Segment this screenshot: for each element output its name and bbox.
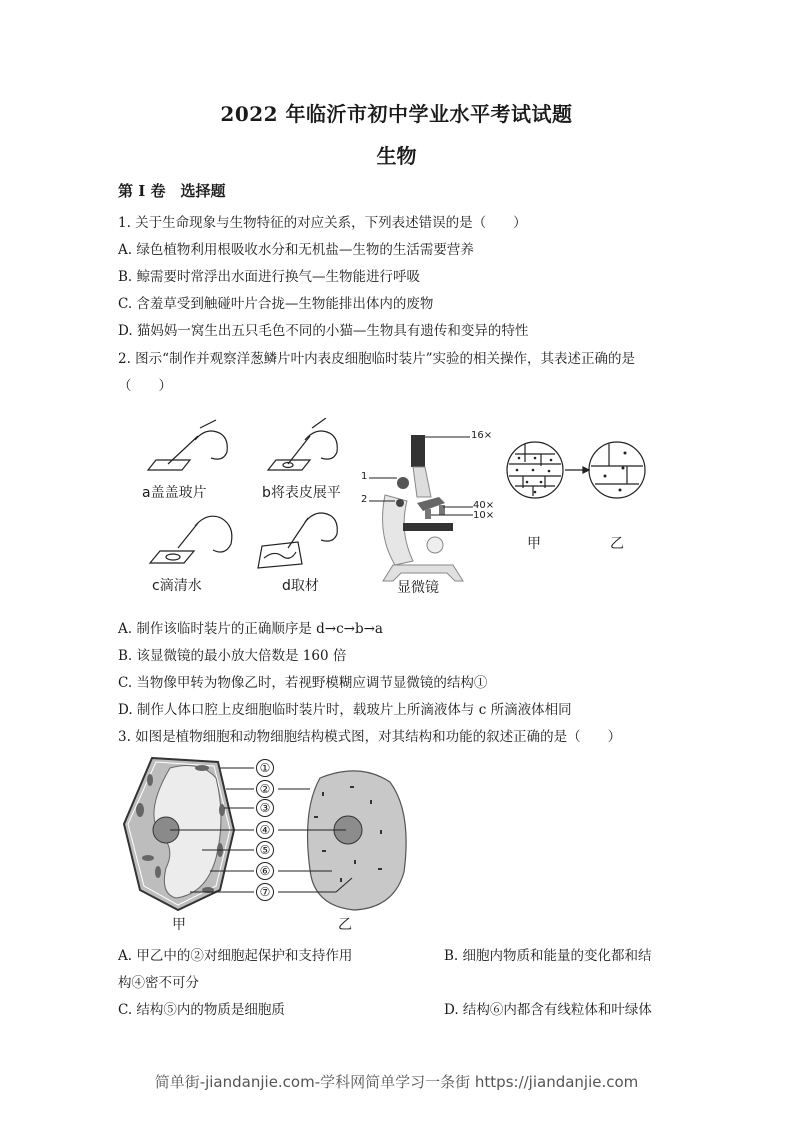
- view-jia-caption: 甲: [527, 536, 541, 552]
- question-2-option-b: B. 该显微镜的最小放大倍数是 160 倍: [118, 648, 347, 664]
- label-4: ④: [256, 821, 274, 839]
- footer-watermark: 简单街-jiandanjie.com-学科网简单学习一条街 https://jiandanjie.com: [154, 1073, 639, 1091]
- microscope-part-2: 2: [361, 494, 368, 505]
- question-3-option-d: D. 结构⑥内都含有线粒体和叶绿体: [444, 1002, 652, 1018]
- step-b-caption: b将表皮展平: [262, 485, 341, 501]
- cell-structure-figure: [110, 750, 430, 935]
- slide-preparation-figure: [140, 418, 370, 598]
- label-1: ①: [256, 759, 274, 777]
- step-d-caption: d取材: [282, 578, 319, 594]
- question-2-stem-cont: （ ）: [118, 378, 172, 394]
- microscope-part-1: 1: [361, 471, 368, 482]
- hand-tweezers-illustrations: [140, 418, 370, 598]
- step-a-caption: a盖盖玻片: [142, 485, 207, 501]
- label-7: ⑦: [256, 883, 274, 901]
- question-2-stem: 2. 图示“制作并观察洋葱鳞片叶内表皮细胞临时装片”实验的相关操作，其表述正确的是: [118, 351, 635, 367]
- question-3-option-a: A. 甲乙中的②对细胞起保护和支持作用: [118, 948, 353, 964]
- question-3-option-b-cont: 构④密不可分: [118, 975, 199, 991]
- animal-cell-caption: 乙: [338, 917, 352, 933]
- step-c-caption: c滴清水: [152, 578, 202, 594]
- label-2: ②: [256, 780, 274, 798]
- section-heading: 第 I 卷 选择题: [118, 182, 226, 200]
- cell-views-illustration: [505, 438, 655, 518]
- question-3-option-c: C. 结构⑤内的物质是细胞质: [118, 1002, 285, 1018]
- field-of-view-figure: [505, 438, 655, 552]
- label-5: ⑤: [256, 841, 274, 859]
- question-2-option-c: C. 当物像甲转为物像乙时，若视野模糊应调节显微镜的结构①: [118, 675, 488, 691]
- label-6: ⑥: [256, 862, 274, 880]
- question-2-option-d: D. 制作人体口腔上皮细胞临时装片时，载玻片上所滴液体与 c 所滴液体相同: [118, 702, 572, 718]
- view-yi-caption: 乙: [610, 536, 624, 552]
- objective-high-magnification: 40×: [473, 500, 495, 511]
- question-2-option-a: A. 制作该临时装片的正确顺序是 d→c→b→a: [118, 621, 383, 637]
- question-1-option-d: D. 猫妈妈一窝生出五只毛色不同的小猫—生物具有遗传和变异的特性: [118, 323, 529, 339]
- plant-cell-caption: 甲: [172, 917, 186, 933]
- question-1-option-c: C. 含羞草受到触碰叶片合拢—生物能排出体内的废物: [118, 296, 434, 312]
- microscope-figure: [355, 425, 505, 600]
- question-3-option-b: B. 细胞内物质和能量的变化都和结: [444, 948, 652, 964]
- objective-low-magnification: 10×: [473, 510, 495, 521]
- question-1-option-a: A. 绿色植物利用根吸收水分和无机盐—生物的生活需要营养: [118, 242, 474, 258]
- exam-title: 2022 年临沂市初中学业水平考试试题: [220, 102, 573, 126]
- label-3: ③: [256, 799, 274, 817]
- question-1-option-b: B. 鲸需要时常浮出水面进行换气—生物能进行呼吸: [118, 269, 421, 285]
- question-1-stem: 1. 关于生命现象与生物特征的对应关系，下列表述错误的是（ ）: [118, 215, 527, 231]
- eyepiece-magnification: 16×: [471, 430, 493, 441]
- question-3-stem: 3. 如图是植物细胞和动物细胞结构模式图，对其结构和功能的叙述正确的是（ ）: [118, 729, 622, 745]
- microscope-caption: 显微镜: [397, 580, 439, 596]
- subject-title: 生物: [376, 144, 417, 168]
